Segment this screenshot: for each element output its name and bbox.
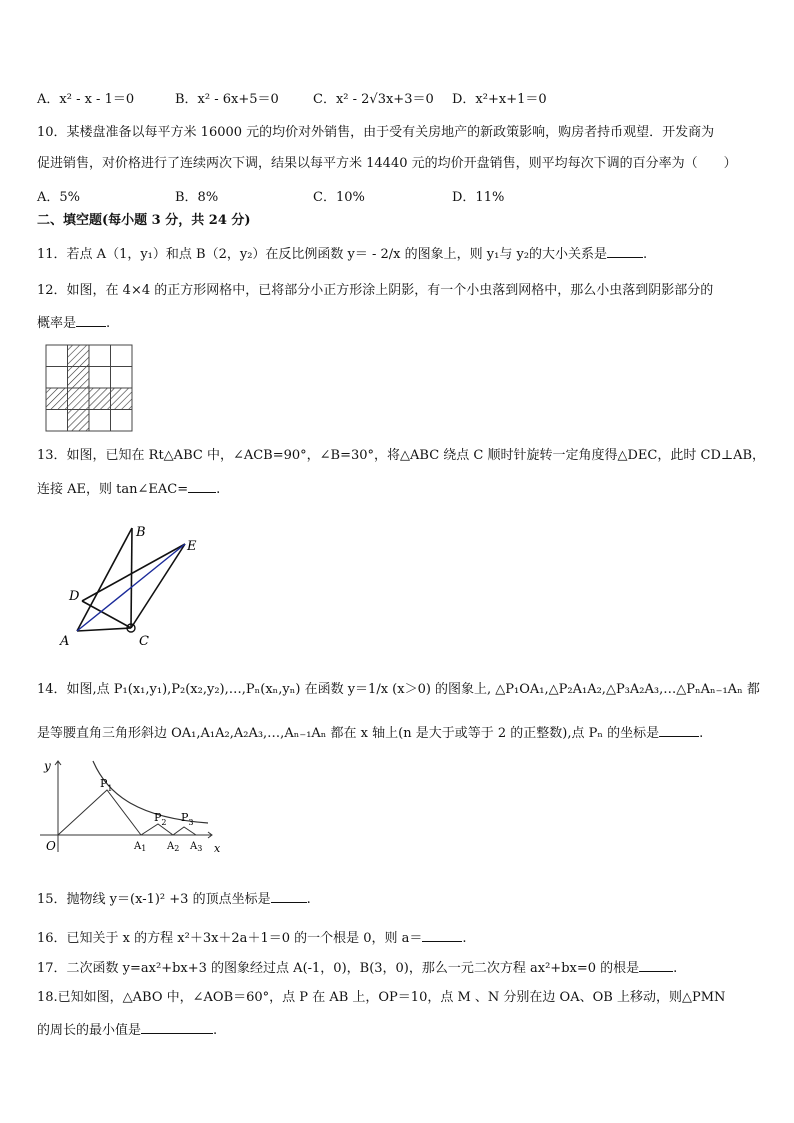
question-14-line2: 是等腰直角三角形斜边 OA₁,A₁A₂,A₂A₃,…,Aₙ₋₁Aₙ 都在 x 轴上(n 是大于或等于 2 的正整数),点 Pₙ 的坐标是 <box>37 726 660 741</box>
label-a: A <box>60 634 70 649</box>
question-10-line1: 10．某楼盘准备以每平方米 16000 元的均价对外销售，由于受有关房地产的新政策影响，购房者持币观望．开发商为 <box>37 125 715 140</box>
question-18-line2: 的周长的最小值是 <box>37 1023 142 1038</box>
question-16-text: 16．已知关于 x 的方程 x²＋3x＋2a＋1＝0 的一个根是 0，则 a＝ <box>37 931 423 946</box>
answer-blank <box>76 313 106 327</box>
question-14-line1: 14．如图,点 P₁(x₁,y₁),P₂(x₂,y₂),…,Pₙ(xₙ,yₙ) 在函数 y＝1/x (x＞0) 的图象上, △P₁OA₁,△P₂A₁A₂,△P₃A₂A₃,…△PₙAₙ₋₁Aₙ 都 <box>37 682 760 697</box>
option-b: B．x² - 6x+5＝0 <box>175 92 279 107</box>
hyperbola-figure <box>30 756 220 866</box>
answer-blank <box>141 1020 213 1034</box>
q10-option-b: B．8% <box>175 190 219 205</box>
shaded-cell <box>67 367 89 389</box>
q10-option-c: C．10% <box>313 190 365 205</box>
grid-lines <box>46 345 132 431</box>
shaded-cell <box>110 388 132 410</box>
question-17: 17．二次函数 y=ax²+bx+3 的图象经过点 A(-1，0)，B(3，0)，那么一元二次方程 ax²+bx=0 的根是 . <box>37 958 677 978</box>
question-10-line2: 促进销售，对价格进行了连续两次下调，结果以每平方米 14440 元的均价开盘销售，则平均每次下调的百分率为（ ） <box>37 156 737 171</box>
question-15-text: 15．抛物线 y＝(x-1)² +3 的顶点坐标是 <box>37 892 271 907</box>
label-c: C <box>139 634 149 649</box>
label-a3: $A_3$ <box>190 841 203 853</box>
label-e: E <box>187 539 197 554</box>
label-x: x <box>214 842 220 855</box>
question-13-line2: 连接 AE，则 tan∠EAC= <box>37 482 189 497</box>
shaded-cell <box>67 345 89 367</box>
section-heading: 二、填空题(每小题 3 分，共 24 分) <box>37 213 251 228</box>
question-13-line1: 13．如图，已知在 Rt△ABC 中，∠ACB=90°，∠B=30°，将△ABC 绕点 C 顺时针旋转一定角度得△DEC，此时 CD⊥AB， <box>37 448 766 463</box>
triangle-p2 <box>141 824 173 835</box>
question-17-text: 17．二次函数 y=ax²+bx+3 的图象经过点 A(-1，0)，B(3，0)，那么一元二次方程 ax²+bx=0 的根是 <box>37 961 640 976</box>
answer-blank <box>659 723 699 737</box>
question-16: 16．已知关于 x 的方程 x²＋3x＋2a＋1＝0 的一个根是 0，则 a＝ . <box>37 928 467 948</box>
grid-figure <box>45 344 135 434</box>
question-18-line2-wrap: 的周长的最小值是 . <box>37 1020 217 1040</box>
label-b: B <box>136 525 146 540</box>
segment-de <box>82 544 185 601</box>
answer-blank <box>422 928 462 942</box>
segment-ce <box>131 544 185 628</box>
question-13-line2-wrap: 连接 AE，则 tan∠EAC= . <box>37 479 220 499</box>
label-d: D <box>69 589 80 604</box>
shaded-cell <box>67 410 89 432</box>
option-c: C．x² - 2√3x+3＝0 <box>313 92 434 107</box>
shaded-cell <box>67 388 89 410</box>
triangle-p3 <box>173 827 196 835</box>
label-p3: $P_3$ <box>181 811 194 827</box>
label-a2: $A_2$ <box>167 841 180 853</box>
shaded-cell <box>46 388 68 410</box>
question-15: 15．抛物线 y＝(x-1)² +3 的顶点坐标是 . <box>37 889 311 909</box>
answer-blank <box>188 479 216 493</box>
segment-bc <box>131 528 132 628</box>
question-11-text: 11．若点 A（1，y₁）和点 B（2，y₂）在反比例函数 y＝ - 2/x 的图象上，则 y₁与 y₂的大小关系是 <box>37 247 608 262</box>
isosceles-triangles <box>58 790 196 835</box>
option-a: A．x² - x - 1＝0 <box>37 92 135 107</box>
label-origin: O <box>46 839 56 853</box>
q10-option-a: A．5% <box>37 190 81 205</box>
answer-blank <box>607 244 643 258</box>
triangle-figure <box>55 518 215 653</box>
option-d: D．x²+x+1＝0 <box>452 92 547 107</box>
answer-blank <box>639 958 673 972</box>
question-11: 11．若点 A（1，y₁）和点 B（2，y₂）在反比例函数 y＝ - 2/x 的图象上，则 y₁与 y₂的大小关系是 . <box>37 244 647 264</box>
segment-cd <box>82 601 131 628</box>
triangle-p1 <box>58 790 141 835</box>
label-p2: $P_2$ <box>154 811 167 827</box>
label-p1: $P_1$ <box>100 777 113 793</box>
answer-blank <box>271 889 307 903</box>
segment-ac <box>77 628 131 631</box>
q10-option-d: D．11% <box>452 190 505 205</box>
label-a1: $A_1$ <box>134 841 147 853</box>
question-18-line1: 18.已知如图，△ABO 中，∠AOB＝60°，点 P 在 AB 上，OP＝10，点 M 、N 分别在边 OA、OB 上移动，则△PMN <box>37 990 726 1005</box>
question-12-line1: 12．如图，在 4×4 的正方形网格中，已将部分小正方形涂上阴影，有一个小虫落到网格中，那么小虫落到阴影部分的 <box>37 283 714 298</box>
question-14-line2-wrap: 是等腰直角三角形斜边 OA₁,A₁A₂,A₂A₃,…,Aₙ₋₁Aₙ 都在 x 轴上(n 是大于或等于 2 的正整数),点 Pₙ 的坐标是 . <box>37 723 703 743</box>
shaded-cell <box>89 388 111 410</box>
question-12-line2-wrap: 概率是 . <box>37 313 110 333</box>
question-12-line2: 概率是 <box>37 316 77 331</box>
label-y: y <box>44 759 51 773</box>
segment-ab <box>77 528 132 631</box>
